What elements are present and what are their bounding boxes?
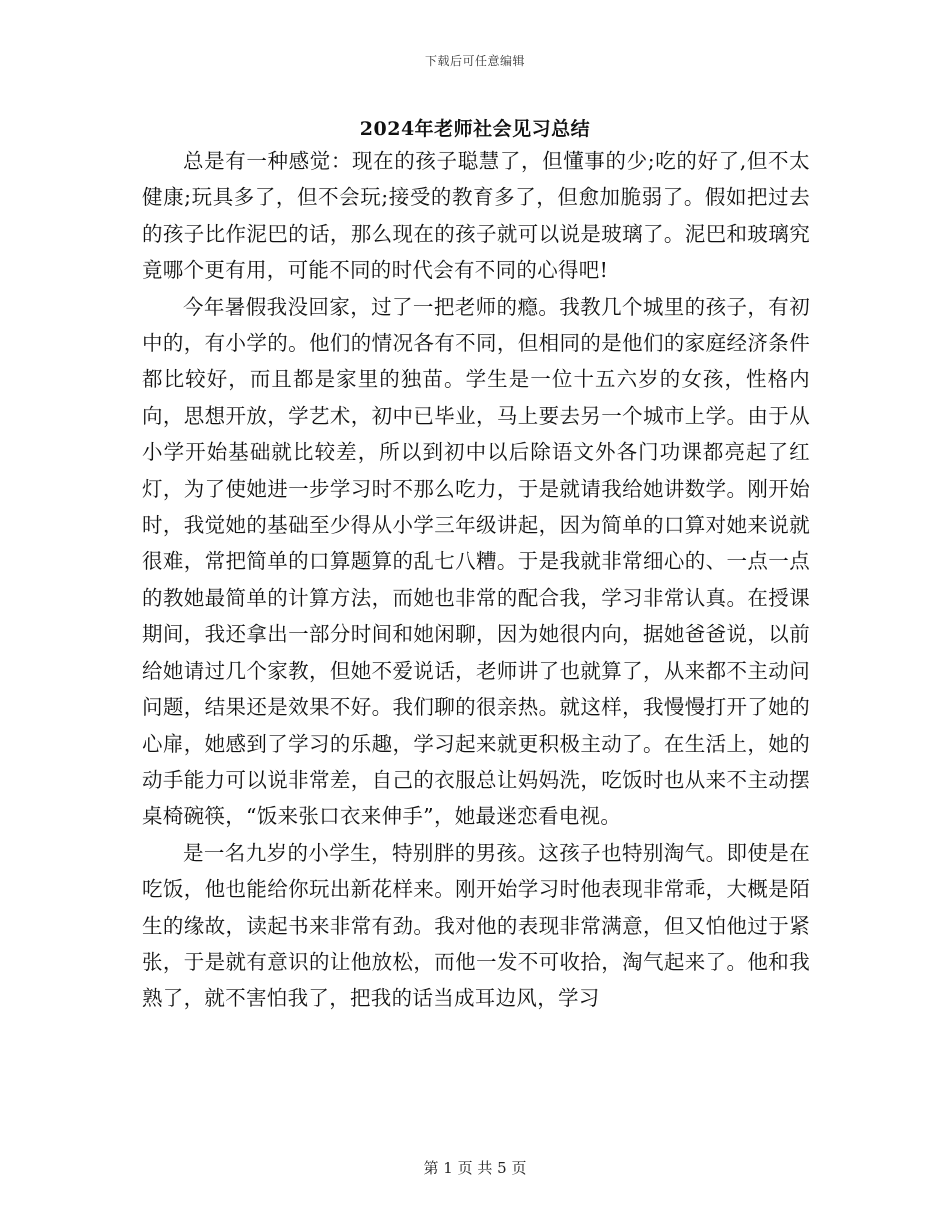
document-title: 2024年老师社会见习总结 xyxy=(359,118,591,140)
paragraph-1: 总是有一种感觉：现在的孩子聪慧了，但懂事的少;吃的好了,但不太健康;玩具多了，但不会玩;接受的教育多了，但愈加脆弱了。假如把过去的孩子比作泥巴的话，那么现在的孩子就可以说是玻璃了。泥巴和玻璃究竟哪个更有用，可能不同的时代会有不同的心得吧! xyxy=(142,149,810,283)
paragraph-3: 是一名九岁的小学生，特别胖的男孩。这孩子也特别淘气。即使是在吃饭，他也能给你玩出新花样来。刚开始学习时他表现非常乖，大概是陌生的缘故，读起书来非常有劲。我对他的表现非常满意，但又怕他过于紧张，于是就有意识的让他放松，而他一发不可收拾，淘气起来了。他和我熟了，就不害怕我了，把我的话当成耳边风，学习 xyxy=(142,840,810,1011)
page-number-footer: 第 1 页 共 5 页 xyxy=(423,1159,527,1177)
paragraph-2: 今年暑假我没回家，过了一把老师的瘾。我教几个城里的孩子，有初中的，有小学的。他们的情况各有不同，但相同的是他们的家庭经济条件都比较好，而且都是家里的独苗。学生是一位十五六岁的女孩，性格内向，思想开放，学艺术，初中已毕业，马上要去另一个城市上学。由于从小学开始基础就比较差，所以到初中以后除语文外各门功课都亮起了红灯，为了使她进一步学习时不那么吃力，于是就请我给她讲数学。刚开始时，我觉她的基础至少得从小学三年级讲起，因为简单的口算对她来说就很难，常把简单的口算题算的乱七八糟。于是我就非常细心的、一点一点的教她最简单的计算方法，而她也非常的配合我，学习非常认真。在授课期间，我还拿出一部分时间和她闲聊，因为她很内向，据她爸爸说，以前给她请过几个家教，但她不爱说话，老师讲了也就算了，从来都不主动问问题，结果还是效果不好。我们聊的很亲热。就这样，我慢慢打开了她的心扉，她感到了学习的乐趣，学习起来就更积极主动了。在生活上，她的动手能力可以说非常差，自己的衣服总让妈妈洗，吃饭时也从来不主动摆桌椅碗筷，“饭来张口衣来伸手”，她最迷恋看电视。 xyxy=(142,294,810,829)
page-header-note: 下载后可任意编辑 xyxy=(424,54,525,68)
document-body xyxy=(142,143,810,1017)
